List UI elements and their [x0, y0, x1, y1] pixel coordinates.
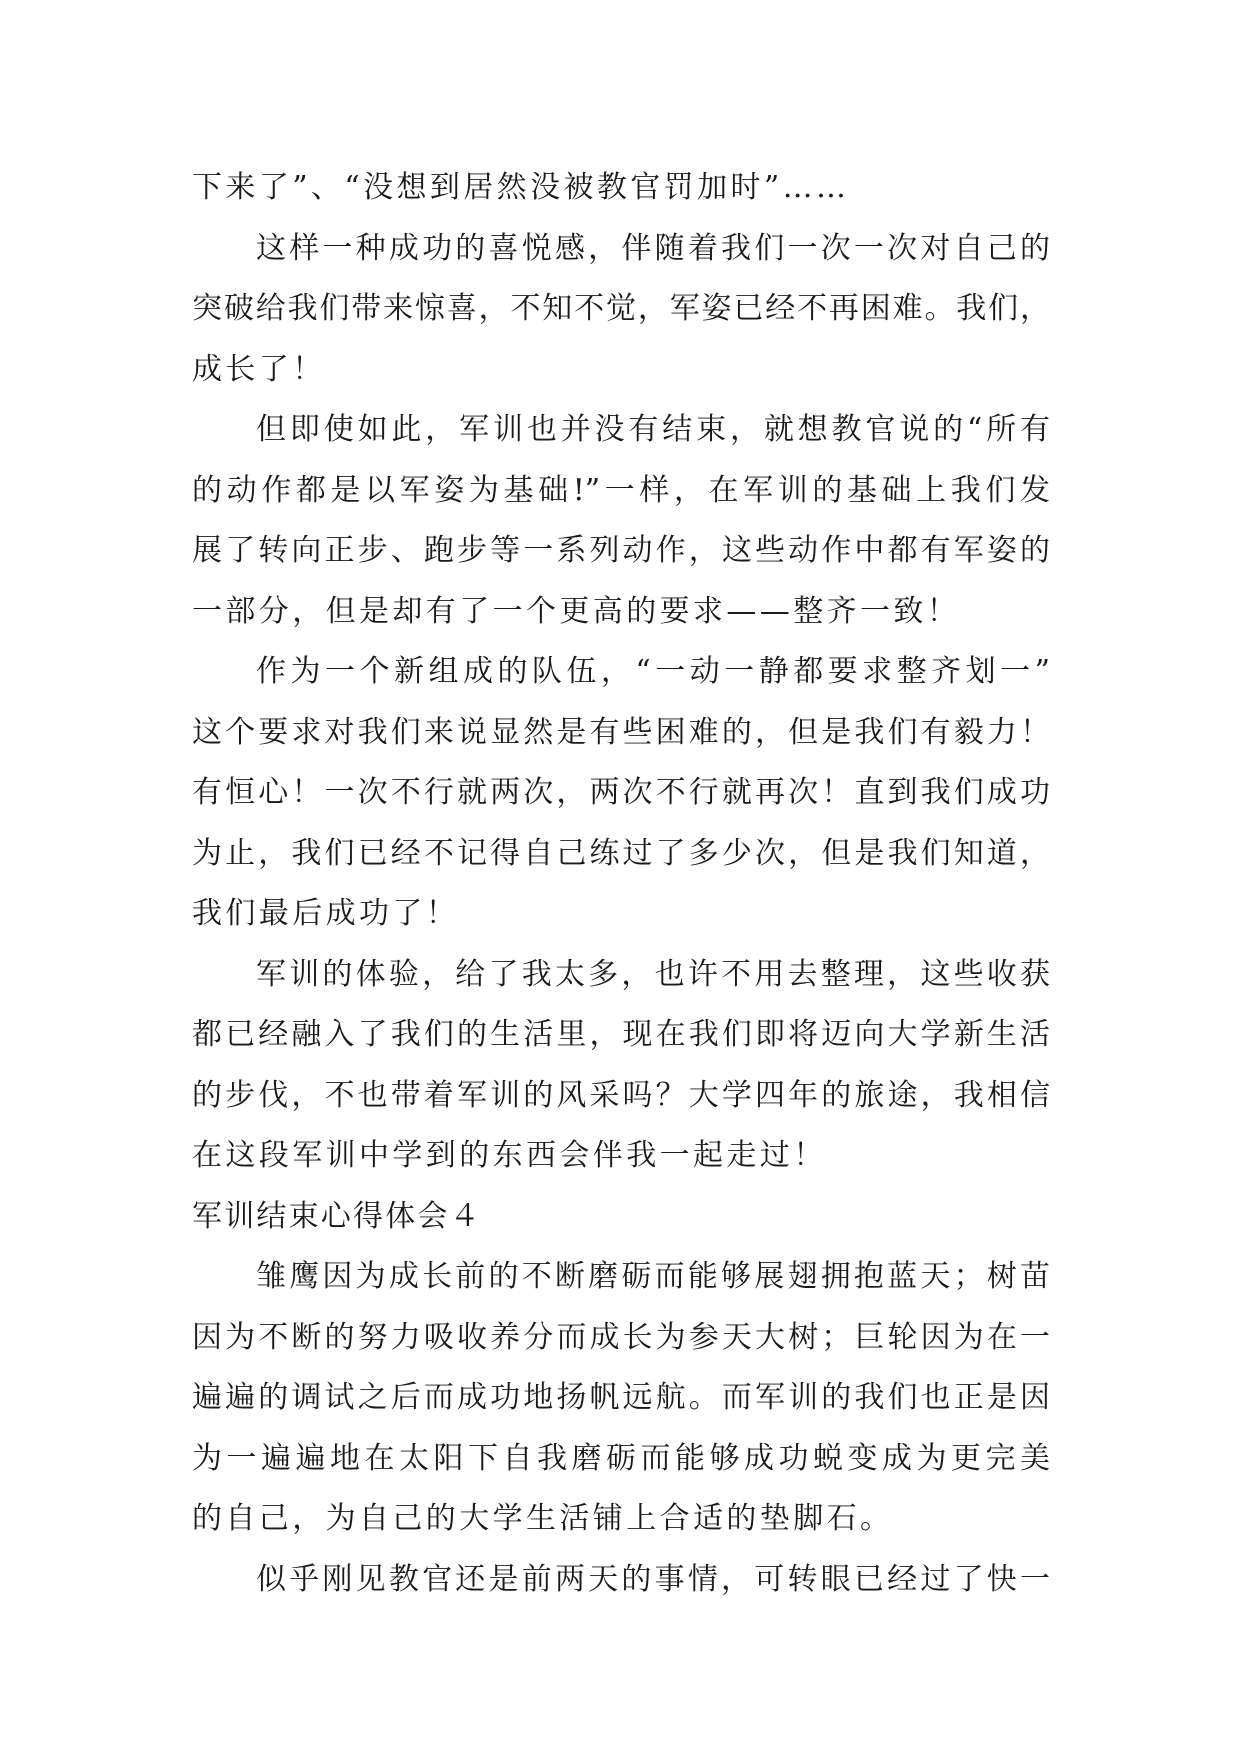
paragraph-first-line: 但即使如此，军训也并没有结束，就想教官说的“所有 — [256, 412, 1050, 447]
text-line: 都已经融入了我们的生活里，现在我们即将迈向大学新生活 — [192, 1017, 1050, 1052]
document-body — [192, 158, 1050, 1610]
paragraph-first-line: 作为一个新组成的队伍，“一动一静都要求整齐划一” — [256, 654, 1050, 689]
text-line: 因为不断的努力吸收养分而成长为参天大树；巨轮因为在一 — [192, 1319, 1050, 1355]
text-line: 展了转向正步、跑步等一系列动作，这些动作中都有军姿的 — [192, 533, 1050, 568]
text-line: 这个要求对我们来说显然是有些困难的，但是我们有毅力！ — [192, 714, 1050, 750]
text-line: 在这段军训中学到的东西会伴我一起走过！ — [192, 1138, 827, 1173]
section-heading: 军训结束心得体会４ — [192, 1198, 482, 1234]
text-line: 下来了”、“没想到居然没被教官罚加时”…… — [192, 170, 850, 205]
text-line: 突破给我们带来惊喜，不知不觉，军姿已经不再困难。我们， — [192, 291, 1050, 326]
paragraph-first-line: 军训的体验，给了我太多，也许不用去整理，这些收获 — [256, 956, 1050, 992]
text-line: 为一遍遍地在太阳下自我磨砺而能够成功蜕变成为更完美 — [192, 1440, 1050, 1476]
paragraph-first-line: 这样一种成功的喜悦感，伴随着我们一次一次对自己的 — [256, 230, 1050, 266]
text-line: 一部分，但是却有了一个更高的要求——整齐一致！ — [192, 593, 961, 629]
text-line: 的步伐，不也带着军训的风采吗？大学四年的旅途，我相信 — [192, 1077, 1050, 1113]
paragraph-first-line: 似乎刚见教官还是前两天的事情，可转眼已经过了快一 — [256, 1561, 1050, 1597]
paragraph-first-line: 雏鹰因为成长前的不断磨砺而能够展翅拥抱蓝天；树苗 — [256, 1259, 1050, 1294]
text-line: 为止，我们已经不记得自己练过了多少次，但是我们知道， — [192, 835, 1050, 871]
text-line: 的自己，为自己的大学生活铺上合适的垫脚石。 — [192, 1501, 894, 1536]
text-line: 我们最后成功了！ — [192, 896, 460, 931]
text-line: 成长了！ — [192, 351, 326, 387]
text-line: 的动作都是以军姿为基础!”一样，在军训的基础上我们发 — [192, 472, 1050, 508]
text-line: 遍遍的调试之后而成功地扬帆远航。而军训的我们也正是因 — [192, 1380, 1050, 1415]
text-line: 有恒心！一次不行就两次，两次不行就再次！直到我们成功 — [192, 775, 1050, 810]
